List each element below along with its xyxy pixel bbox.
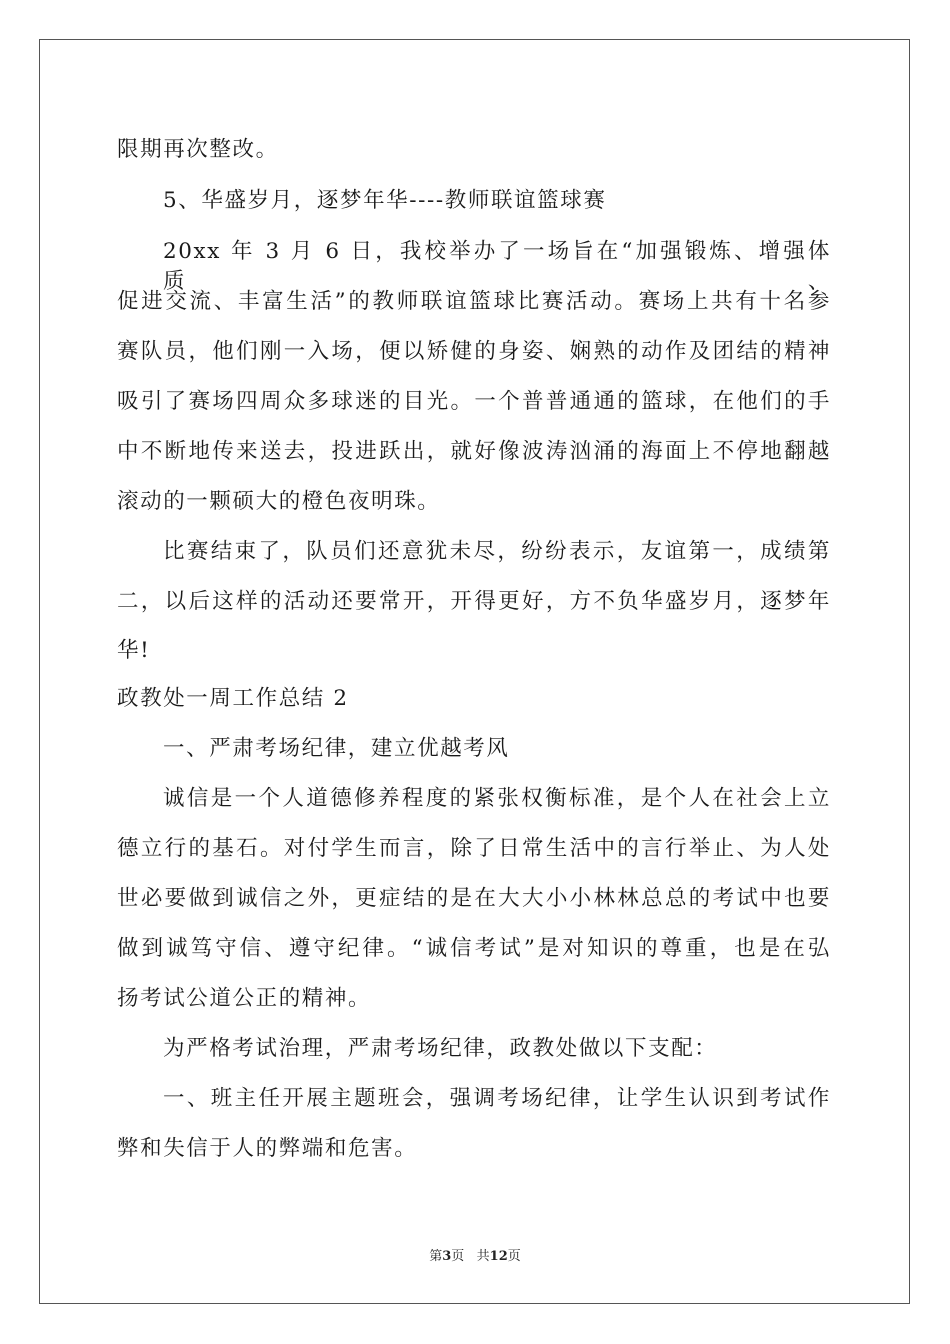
text-line: 促进交流、丰富生活”的教师联谊篮球比赛活动。赛场上共有十名参 — [117, 289, 831, 314]
text-line: 限期再次整改。 — [117, 137, 279, 162]
text-line: 做到诚笃守信、遵守纪律。“诚信考试”是对知识的尊重，也是在弘 — [117, 936, 831, 961]
footer-middle: 页 共 — [451, 1249, 490, 1264]
text-line: 诚信是一个人道德修养程度的紧张权衡标准，是个人在社会上立 — [163, 786, 831, 811]
text-line: 为严格考试治理，严肃考场纪律，政教处做以下支配： — [163, 1036, 718, 1061]
text-line: 比赛结束了，队员们还意犹未尽，纷纷表示，友谊第一，成绩第 — [163, 539, 831, 564]
text-line: 二，以后这样的活动还要常开，开得更好，方不负华盛岁月，逐梦年 — [117, 589, 831, 614]
text-line: 一、班主任开展主题班会，强调考场纪律，让学生认识到考试作 — [163, 1086, 831, 1111]
page-footer — [0, 1249, 950, 1265]
text-line: 世必要做到诚信之外，更症结的是在大大小小林林总总的考试中也要 — [117, 886, 831, 911]
section-heading: 一、严肃考场纪律，建立优越考风 — [163, 736, 510, 761]
text-line: 吸引了赛场四周众多球迷的目光。一个普普通通的篮球，在他们的手 — [117, 389, 831, 414]
text-line: 赛队员，他们刚一入场，便以矫健的身姿、娴熟的动作及团结的精神 — [117, 339, 831, 364]
page-border — [39, 39, 910, 1304]
document-title: 政教处一周工作总结 2 — [117, 686, 349, 711]
text-line: 滚动的一颗硕大的橙色夜明珠。 — [117, 489, 441, 514]
current-page-number: 3 — [442, 1249, 452, 1264]
text-line: 华! — [117, 638, 151, 663]
footer-prefix: 第 — [429, 1249, 443, 1264]
text-line: 德立行的基石。对付学生而言，除了日常生活中的言行举止、为人处 — [117, 836, 831, 861]
text-line: 中不断地传来送去，投进跃出，就好像波涛汹涌的海面上不停地翻越 — [117, 439, 831, 464]
text-line: 20xx 年 3 月 6 日，我校举办了一场旨在“加强锻炼、增强体质、 — [163, 239, 831, 294]
section-heading: 5、华盛岁月，逐梦年华----教师联谊篮球赛 — [163, 188, 607, 213]
text-line: 弊和失信于人的弊端和危害。 — [117, 1136, 418, 1161]
total-page-count: 12 — [489, 1249, 508, 1264]
text-line: 扬考试公道公正的精神。 — [117, 986, 372, 1011]
footer-suffix: 页 — [507, 1249, 521, 1264]
